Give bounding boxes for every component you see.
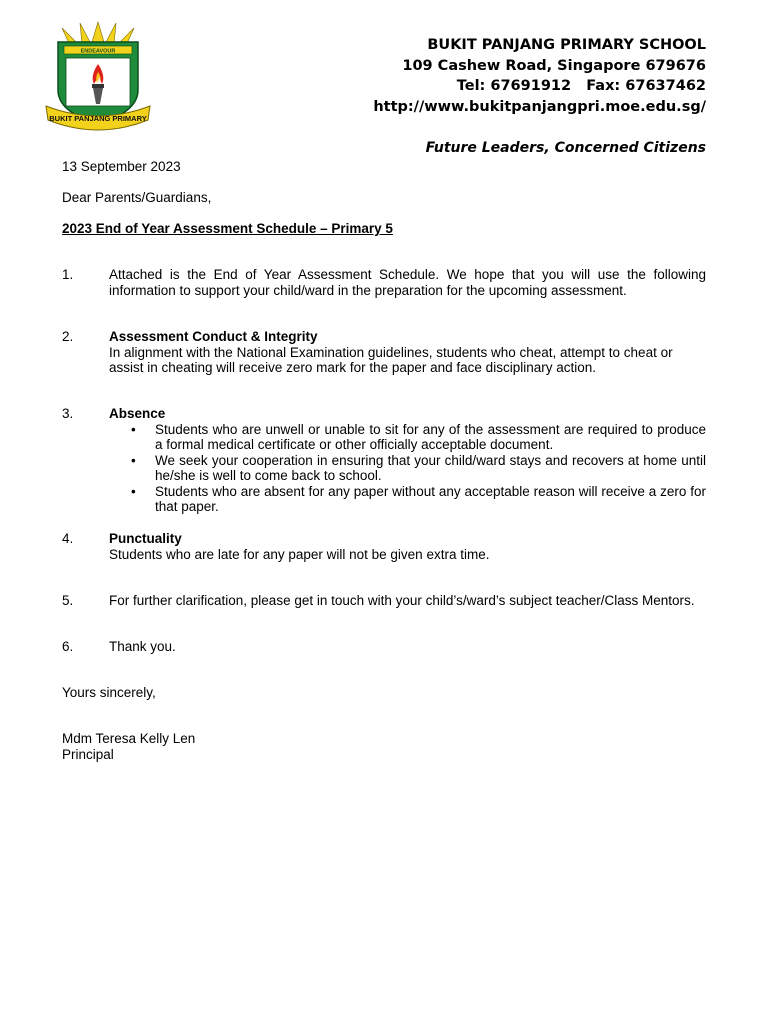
item-number: 5. [62, 593, 74, 608]
bullet-icon: • [131, 483, 136, 499]
crest-banner-text: ENDEAVOUR [80, 48, 116, 55]
item-6-text: Thank you. [109, 639, 176, 654]
closing: Yours sincerely, [62, 685, 156, 700]
school-address: 109 Cashew Road, Singapore 679676 [402, 57, 706, 74]
item-5-text: For further clarification, please get in touch with your child’s/ward’s subject teacher/Class Mentors. [109, 593, 695, 608]
absence-bullet-list [109, 422, 706, 515]
item-number: 1. [62, 267, 74, 282]
school-crest-logo [44, 20, 152, 132]
salutation: Dear Parents/Guardians, [62, 190, 212, 205]
letterhead [373, 35, 706, 117]
item-3-heading: Absence [109, 406, 166, 421]
list-item: • We seek your cooperation in ensuring that your child/ward stays and recovers at home until he/she is well to come back to school. [131, 452, 706, 483]
item-number: 4. [62, 531, 74, 546]
school-website: http://www.bukitpanjangpri.moe.edu.sg/ [373, 98, 706, 115]
item-4 [109, 531, 706, 562]
school-motto: Future Leaders, Concerned Citizens [425, 140, 706, 156]
item-number: 2. [62, 329, 74, 344]
letter-subject: 2023 End of Year Assessment Schedule – Primary 5 [62, 221, 393, 236]
item-4-heading: Punctuality [109, 531, 182, 546]
bullet-icon: • [131, 421, 136, 437]
item-number: 3. [62, 406, 74, 421]
item-2-text: In alignment with the National Examination guidelines, students who cheat, attempt to cheat or assist in cheating will receive zero mark for the paper and face disciplinary action. [109, 344, 673, 375]
bullet-icon: • [131, 452, 136, 468]
signatory-title: Principal [62, 747, 114, 762]
item-1-text: Attached is the End of Year Assessment Schedule. We hope that you will use the following information to support your child/ward in the preparation for the upcoming assessment. [109, 267, 706, 298]
list-item: • Students who are unwell or unable to sit for any of the assessment are required to produce a formal medical certificate or other officially acceptable document. [131, 421, 706, 452]
letter-date: 13 September 2023 [62, 159, 181, 174]
item-2 [109, 329, 706, 376]
crest-ribbon-text: BUKIT PANJANG PRIMARY [49, 114, 147, 123]
item-number: 6. [62, 639, 74, 654]
item-2-heading: Assessment Conduct & Integrity [109, 329, 318, 344]
school-name: BUKIT PANJANG PRIMARY SCHOOL [427, 37, 706, 53]
item-3 [109, 406, 706, 515]
signatory-name: Mdm Teresa Kelly Len [62, 731, 196, 746]
list-item: • Students who are absent for any paper without any acceptable reason will receive a zero for that paper. [131, 483, 706, 514]
school-contact: Tel: 67691912 Fax: 67637462 [456, 78, 706, 94]
item-4-text: Students who are late for any paper will not be given extra time. [109, 546, 490, 562]
